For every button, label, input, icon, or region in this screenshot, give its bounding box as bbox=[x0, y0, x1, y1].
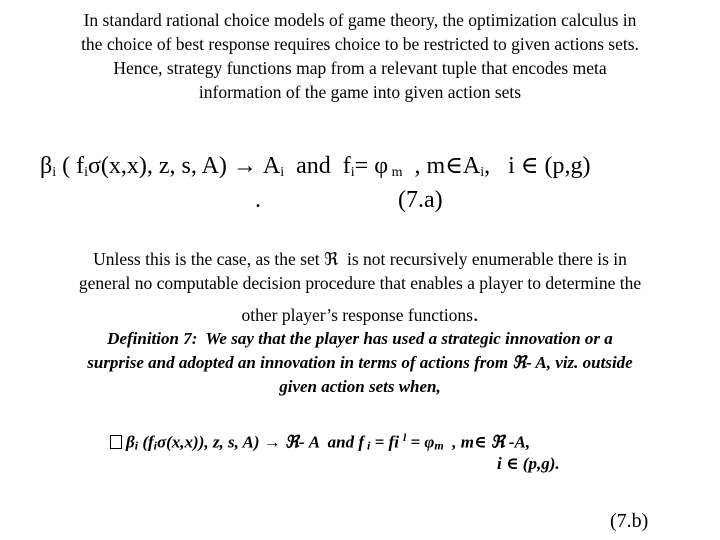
eq-b-part-5: = φ bbox=[406, 432, 435, 452]
eq-b-sub-3: i bbox=[364, 438, 371, 453]
eq-a-part-6: , m∈A bbox=[402, 153, 481, 179]
eq-a-part-7: , i ∈ (p,g) bbox=[484, 153, 591, 179]
unless-line-1: Unless this is the case, as the set ℜ is not recursively enumerable there is in bbox=[93, 249, 627, 269]
intro-line-4: information of the game into given action sets bbox=[198, 82, 522, 102]
eq-b-sub-2: i bbox=[153, 438, 157, 453]
eq-b-part-1: β bbox=[126, 432, 135, 452]
eq-b-part-2: (f bbox=[138, 432, 154, 452]
eq-a-part-2: ( f bbox=[56, 153, 85, 179]
unless-paragraph bbox=[20, 247, 700, 295]
intro-line-1: In standard rational choice models of game theory, the optimization calculus in bbox=[83, 10, 637, 30]
eq-a-sub-1: i bbox=[52, 165, 57, 180]
eq-a-label: (7.a) bbox=[398, 187, 443, 213]
other-line bbox=[20, 302, 700, 327]
eq-b-part-3: σ(x,x)), z, s, A) → ℜ- A and f bbox=[156, 432, 364, 452]
equation-7b-line-2: i ∈ (p,g). bbox=[497, 454, 560, 473]
definition-line-3: given action sets when, bbox=[279, 377, 441, 396]
eq-a-part-4: and f bbox=[284, 153, 351, 179]
equation-7a bbox=[40, 150, 700, 189]
intro-line-2: the choice of best response requires choice to be restricted to given actions sets. bbox=[81, 34, 639, 54]
eq-b-part-6: , m∈ ℜ -A, bbox=[443, 432, 531, 452]
eq-a-sub-6: i bbox=[480, 165, 485, 180]
eq-a-dot: . bbox=[255, 187, 261, 213]
eq-a-part-3: σ(x,x), z, s, A) → A bbox=[87, 153, 281, 179]
definition-7 bbox=[20, 327, 700, 399]
intro-line-3: Hence, strategy functions map from a relevant tuple that encodes meta bbox=[113, 58, 607, 78]
definition-line-1: Definition 7: We say that the player has used a strategic innovation or a bbox=[107, 329, 613, 348]
eq-a-part-1: β bbox=[40, 153, 53, 179]
other-period: . bbox=[473, 301, 479, 326]
eq-a-sub-5: m bbox=[388, 165, 403, 180]
eq-a-sub-2: i bbox=[84, 165, 88, 180]
missing-glyph-box-icon bbox=[110, 435, 122, 449]
eq-b-sup-1: l bbox=[403, 432, 407, 444]
intro-paragraph bbox=[20, 8, 700, 104]
eq-b-part-4: = fi bbox=[370, 432, 404, 452]
equation-7b bbox=[110, 426, 530, 458]
eq-b-sub-1: i bbox=[134, 438, 139, 453]
eq-a-part-5: = φ bbox=[354, 153, 389, 179]
unless-line-2: general no computable decision procedure that enables a player to determine the bbox=[78, 273, 642, 293]
eq-b-label: (7.b) bbox=[610, 510, 649, 532]
eq-b-sub-4: m bbox=[434, 438, 444, 453]
eq-a-sub-4: i bbox=[350, 165, 355, 180]
eq-a-sub-3: i bbox=[280, 165, 285, 180]
other-text: other player’s response functions bbox=[241, 305, 473, 325]
definition-line-2: surprise and adopted an innovation in terms of actions from ℜ- A, viz. outside bbox=[87, 353, 633, 372]
